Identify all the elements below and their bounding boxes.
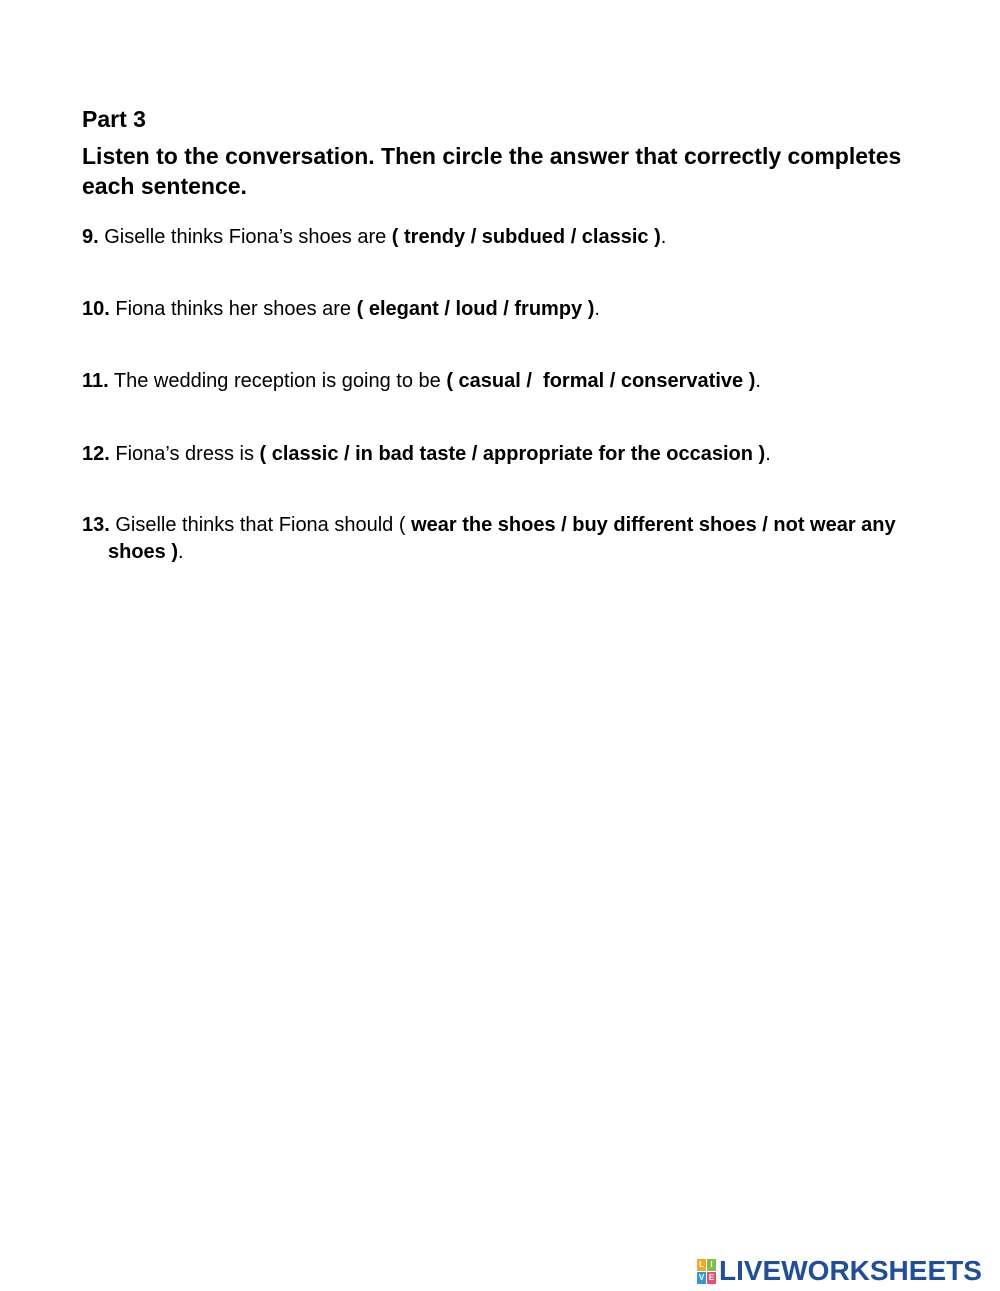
question-number: 12. bbox=[82, 443, 110, 465]
question-11 bbox=[82, 368, 912, 395]
question-number: 10. bbox=[82, 298, 110, 320]
question-end: . bbox=[755, 370, 761, 392]
answer-choices[interactable]: ( classic / in bad taste / appropriate for the occasion ) bbox=[259, 443, 766, 465]
question-text: Fiona thinks her shoes are bbox=[109, 298, 357, 320]
question-end: . bbox=[178, 541, 184, 563]
question-text: Fiona’s dress is bbox=[109, 443, 260, 465]
question-end: . bbox=[594, 298, 600, 320]
part-title: Part 3 bbox=[82, 106, 146, 132]
question-number: 11. bbox=[82, 370, 109, 392]
question-10 bbox=[82, 296, 912, 323]
question-12 bbox=[82, 441, 912, 468]
question-text: Giselle thinks that Fiona should ( bbox=[109, 514, 412, 536]
answer-choices[interactable]: wear the shoes / buy different shoes / not wear any shoes ) bbox=[108, 514, 896, 563]
question-number: 9. bbox=[82, 226, 99, 248]
question-end: . bbox=[660, 226, 667, 248]
liveworksheets-logo bbox=[697, 1255, 982, 1287]
question-13 bbox=[82, 512, 938, 566]
question-text: Giselle thinks Fiona’s shoes are bbox=[98, 226, 392, 248]
question-end: . bbox=[765, 443, 771, 465]
question-text: The wedding reception is going to be bbox=[108, 370, 447, 392]
answer-choices[interactable]: ( trendy / subdued / classic ) bbox=[391, 226, 661, 248]
answer-choices[interactable]: ( elegant / loud / frumpy ) bbox=[356, 298, 595, 320]
logo-text: LIVEWORKSHEETS bbox=[719, 1255, 982, 1286]
answer-choices[interactable]: ( casual / formal / conservative ) bbox=[446, 370, 756, 392]
logo-icon: L I V E bbox=[698, 1259, 715, 1282]
instructions: Listen to the conversation. Then circle the answer that correctly completes each sentence. bbox=[82, 143, 902, 199]
question-number: 13. bbox=[82, 514, 110, 536]
question-9 bbox=[82, 224, 912, 251]
